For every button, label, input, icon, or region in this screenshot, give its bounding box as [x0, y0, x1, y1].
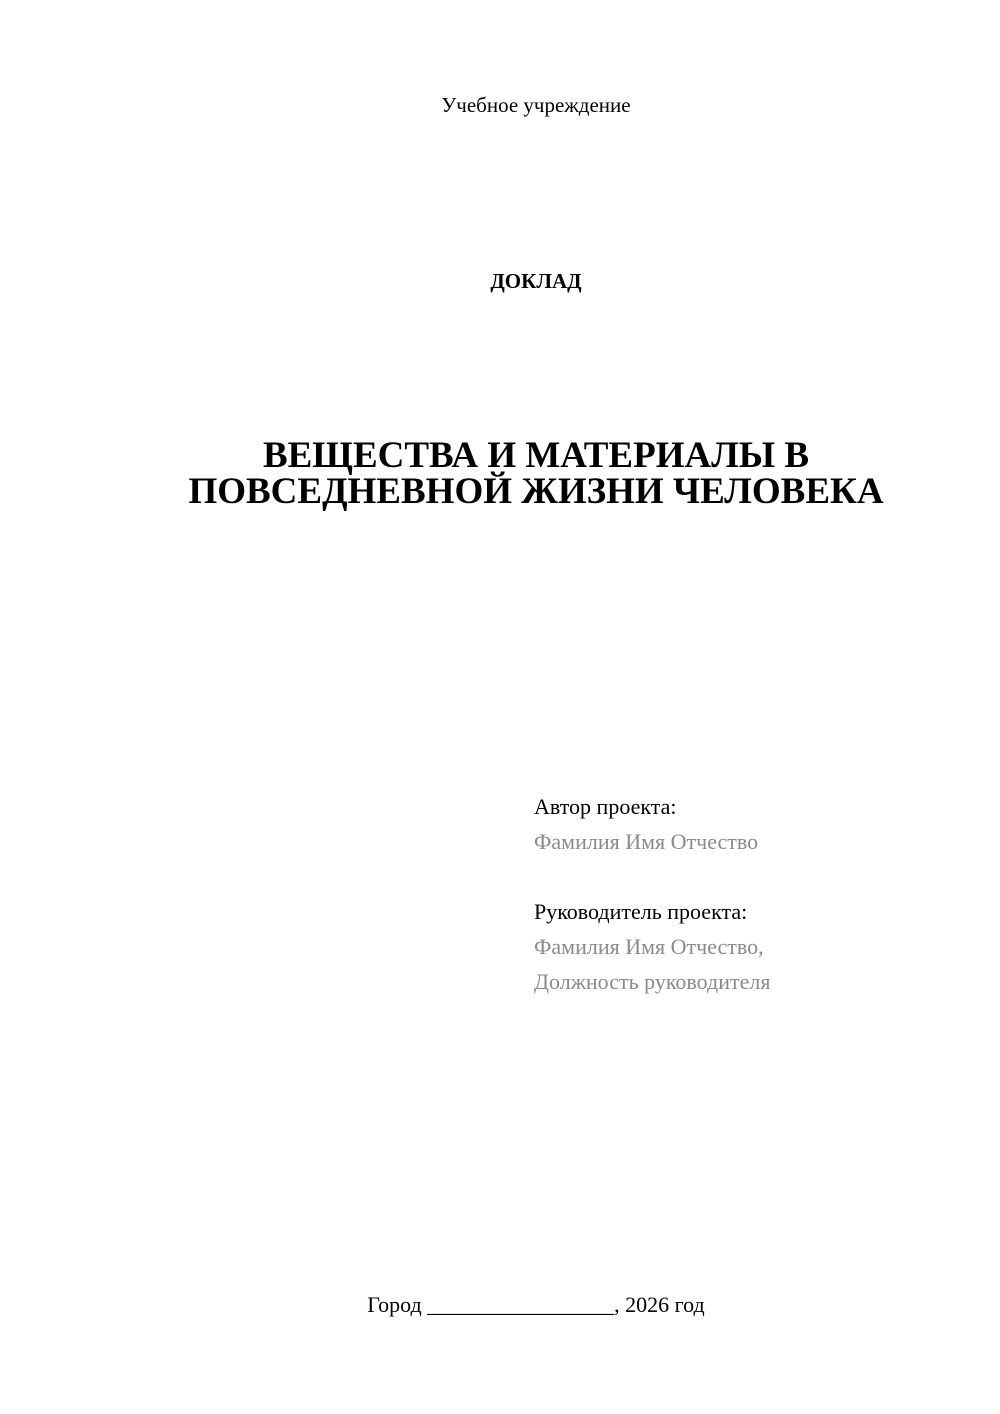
city-year-line: Город _________________, 2026 год [367, 1292, 705, 1317]
institution-name: Учебное учреждение [441, 93, 631, 117]
supervisor-position: Должность руководителя [534, 969, 771, 994]
supervisor-name: Фамилия Имя Отчество, [534, 934, 764, 959]
author-name: Фамилия Имя Отчество [534, 829, 759, 854]
spacer [534, 859, 974, 894]
supervisor-label: Руководитель проекта: [534, 899, 748, 924]
document-title [0, 435, 1000, 512]
document-title-line: ПОВСЕДНЕВНОЙ ЖИЗНИ ЧЕЛОВЕКА [188, 471, 884, 512]
project-info-block [534, 789, 974, 999]
author-label: Автор проекта: [534, 794, 677, 819]
document-title-line: ВЕЩЕСТВА И МАТЕРИАЛЫ В [262, 435, 810, 476]
document-type: ДОКЛАД [490, 269, 582, 293]
